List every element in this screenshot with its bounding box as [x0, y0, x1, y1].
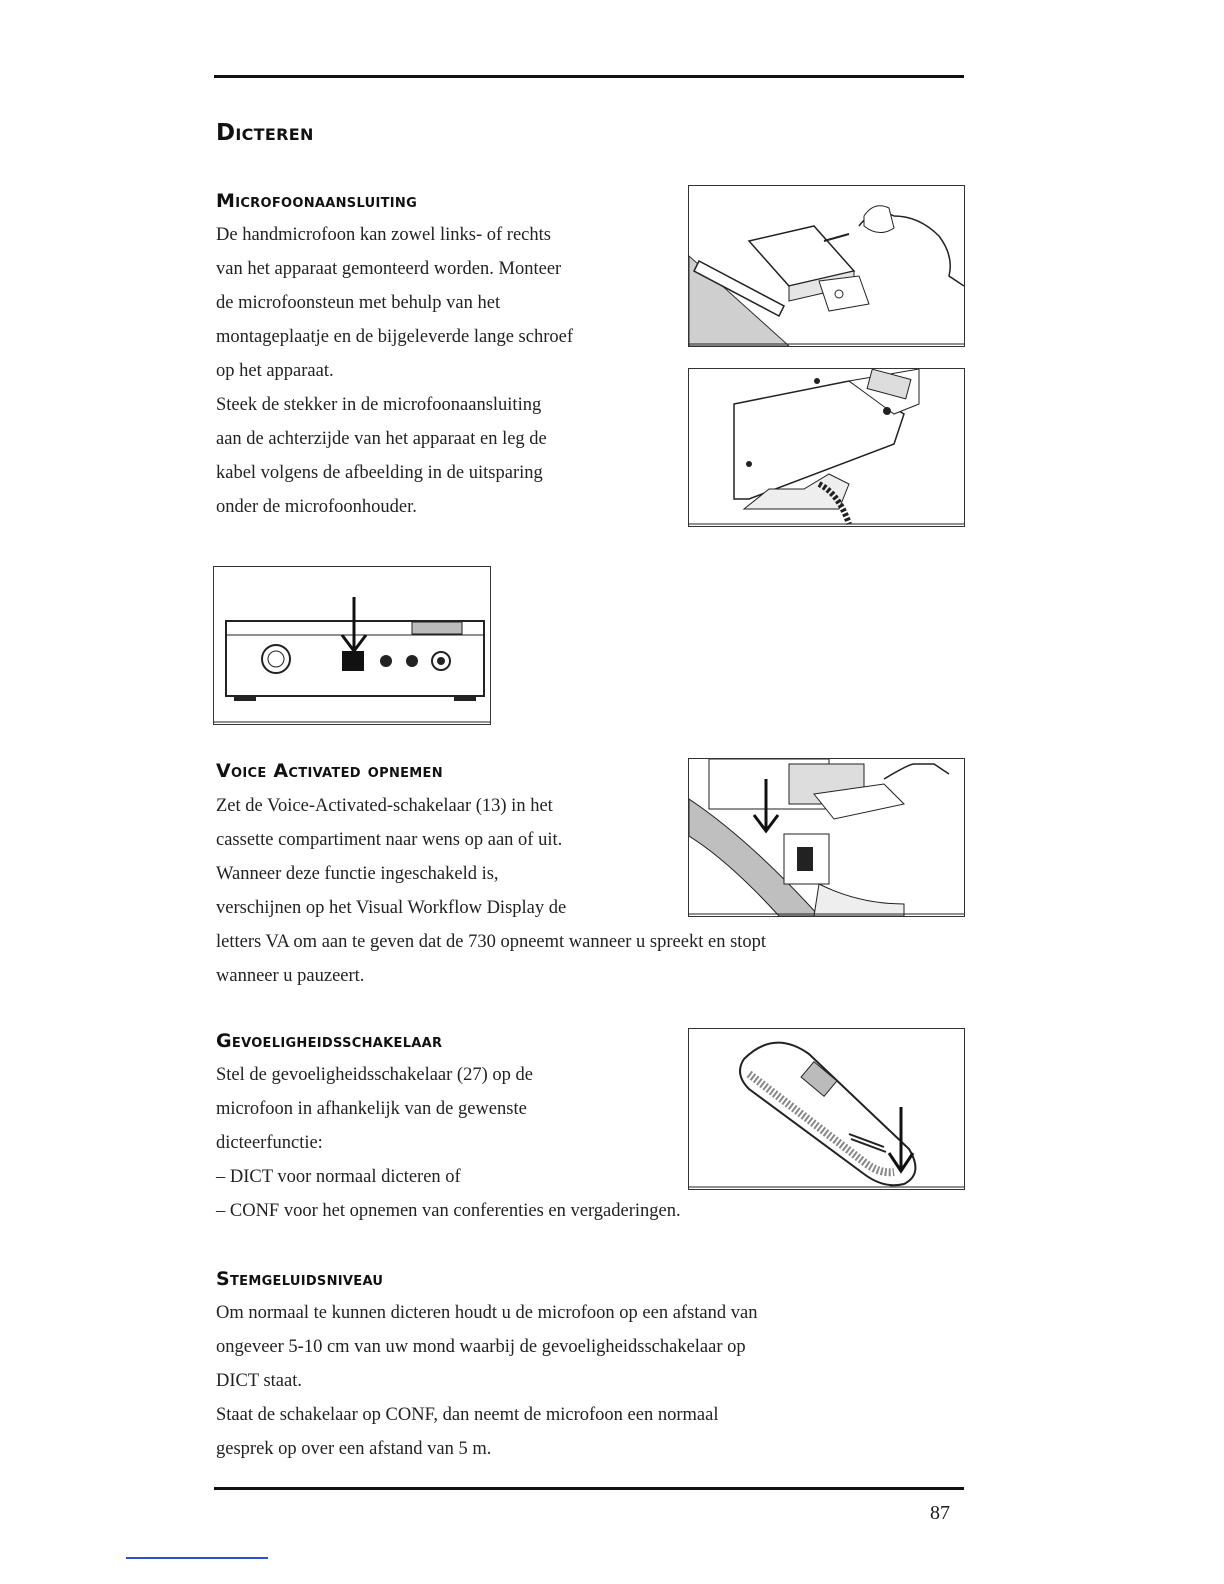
- text-line: letters VA om aan te geven dat de 730 opneemt wanneer u spreekt en stopt: [216, 932, 767, 952]
- bottom-rule: [214, 1487, 964, 1490]
- text-line: DICT staat.: [216, 1371, 302, 1391]
- text-line: gesprek op over een afstand van 5 m.: [216, 1439, 492, 1459]
- cable-routing-illustration: [689, 369, 964, 526]
- text-line: ongeveer 5-10 cm van uw mond waarbij de gevoeligheidsschakelaar op: [216, 1337, 746, 1357]
- text-line: cassette compartiment naar wens op aan of uit.: [216, 830, 563, 850]
- figure-rear-panel: [213, 566, 491, 725]
- figure-mic-switch: [688, 1028, 965, 1190]
- va-switch-illustration: [689, 759, 964, 916]
- text-line: montageplaatje en de bijgeleverde lange schroef: [216, 327, 573, 347]
- page-title: Dicteren: [216, 120, 314, 146]
- mounting-bracket-illustration: [689, 186, 964, 346]
- section-heading-microfoonaansluiting: Microfoonaansluiting: [216, 190, 418, 212]
- text-line: Om normaal te kunnen dicteren houdt u de microfoon op een afstand van: [216, 1303, 758, 1323]
- page-number: 87: [930, 1502, 950, 1524]
- text-line: De handmicrofoon kan zowel links- of rechts: [216, 225, 551, 245]
- text-line: kabel volgens de afbeelding in de uitsparing: [216, 463, 543, 483]
- top-rule: [214, 75, 964, 78]
- text-line: Staat de schakelaar op CONF, dan neemt de microfoon een normaal: [216, 1405, 719, 1425]
- text-line: de microfoonsteun met behulp van het: [216, 293, 501, 313]
- text-line: microfoon in afhankelijk van de gewenste: [216, 1099, 527, 1119]
- figure-va-switch: [688, 758, 965, 917]
- rear-panel-illustration: [214, 567, 490, 724]
- section-heading-voice-activated: Voice Activated opnemen: [216, 760, 443, 782]
- section-body-voice-activated: [216, 789, 766, 993]
- text-line: wanneer u pauzeert.: [216, 966, 365, 986]
- text-line: Stel de gevoeligheidsschakelaar (27) op de: [216, 1065, 533, 1085]
- text-line: onder de microfoonhouder.: [216, 497, 417, 517]
- link-underline: [126, 1557, 268, 1559]
- mic-switch-illustration: [689, 1029, 964, 1189]
- section-heading-stemgeluidsniveau: Stemgeluidsniveau: [216, 1268, 384, 1290]
- section-body-stemgeluidsniveau: [216, 1296, 757, 1466]
- text-line: Wanneer deze functie ingeschakeld is,: [216, 864, 499, 884]
- figure-cable-routing: [688, 368, 965, 527]
- text-line: verschijnen op het Visual Workflow Display de: [216, 898, 567, 918]
- section-body-gevoeligheid: [216, 1058, 681, 1228]
- text-line: Zet de Voice-Activated-schakelaar (13) in het: [216, 796, 553, 816]
- text-line: aan de achterzijde van het apparaat en leg de: [216, 429, 547, 449]
- section-heading-gevoeligheid: Gevoeligheidsschakelaar: [216, 1030, 443, 1052]
- text-line: – DICT voor normaal dicteren of: [216, 1167, 461, 1187]
- figure-mounting-bracket: [688, 185, 965, 347]
- text-line: Steek de stekker in de microfoonaansluiting: [216, 395, 542, 415]
- text-line: van het apparaat gemonteerd worden. Monteer: [216, 259, 562, 279]
- section-body-microfoonaansluiting: [216, 218, 573, 524]
- text-line: dicteerfunctie:: [216, 1133, 323, 1153]
- text-line: – CONF voor het opnemen van conferenties en vergaderingen.: [216, 1201, 681, 1221]
- text-line: op het apparaat.: [216, 361, 334, 381]
